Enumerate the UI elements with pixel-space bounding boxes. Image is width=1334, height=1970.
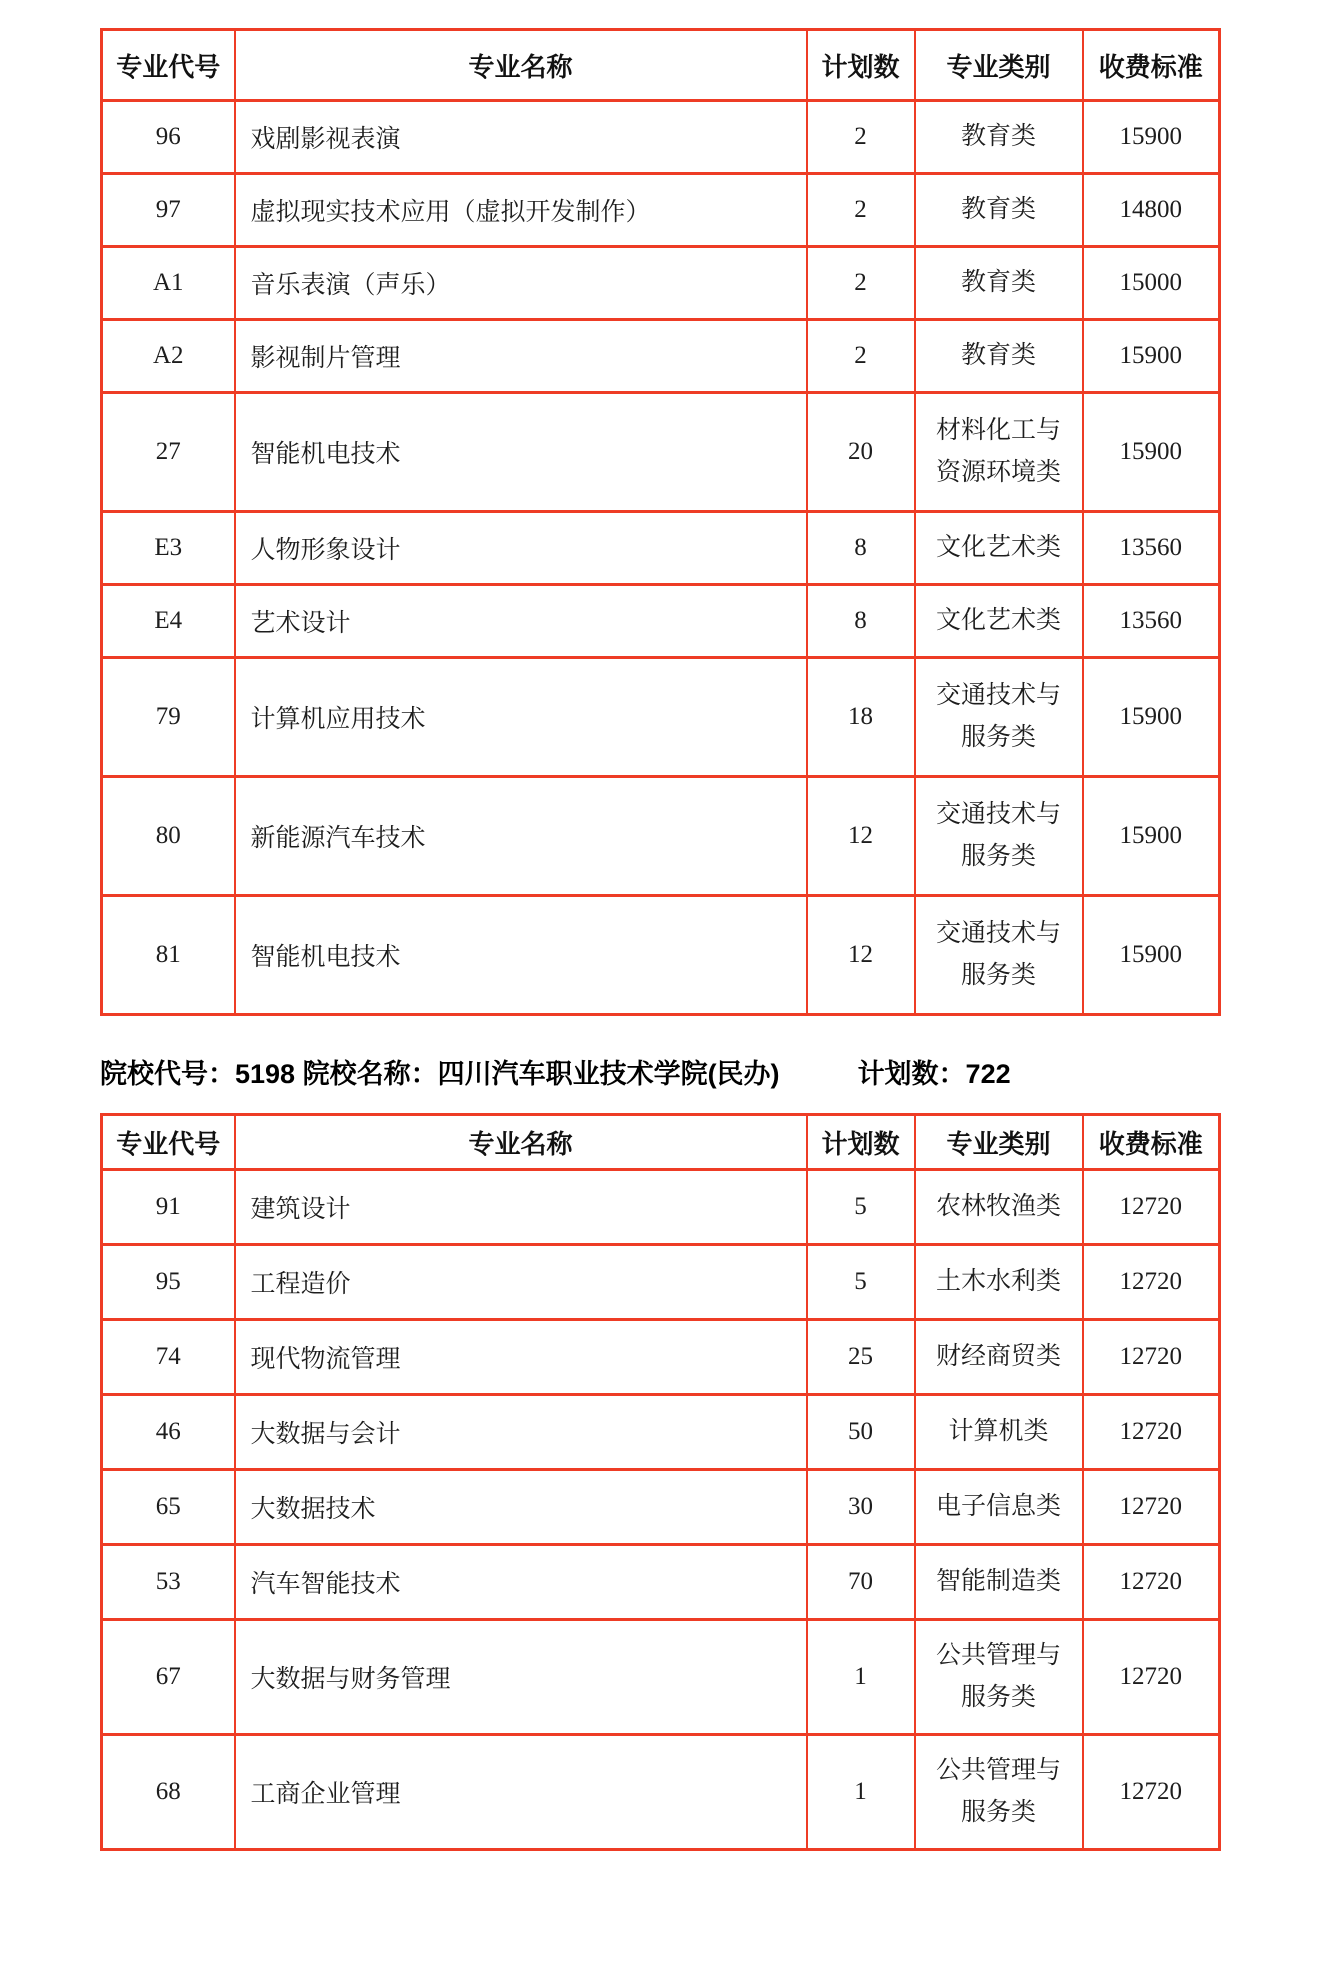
school-section-title bbox=[100, 1052, 1334, 1091]
table-row bbox=[102, 512, 1220, 585]
major-category-cell bbox=[915, 1545, 1083, 1620]
table-row bbox=[102, 1545, 1220, 1620]
major-category-cell bbox=[915, 101, 1083, 174]
plan-count-cell: 70 bbox=[807, 1545, 915, 1620]
fee-standard-cell: 12720 bbox=[1083, 1470, 1220, 1545]
fee-standard-cell: 12720 bbox=[1083, 1170, 1220, 1245]
major-category-cell bbox=[915, 777, 1083, 896]
major-name-cell: 汽车智能技术 bbox=[235, 1545, 807, 1620]
category-line: 教育类 bbox=[960, 341, 1036, 369]
major-name-cell: 戏剧影视表演 bbox=[235, 101, 807, 174]
plan-count-cell: 2 bbox=[807, 320, 915, 393]
category-line: 交通技术与 bbox=[935, 681, 1061, 709]
table-row bbox=[102, 658, 1220, 777]
category-line: 财经商贸类 bbox=[935, 1342, 1061, 1370]
table-row bbox=[102, 1320, 1220, 1395]
table-row bbox=[102, 1170, 1220, 1245]
major-code-cell: 95 bbox=[102, 1245, 235, 1320]
header-major-category: 专业类别 bbox=[915, 30, 1083, 101]
major-code-cell: 97 bbox=[102, 174, 235, 247]
major-name-cell: 新能源汽车技术 bbox=[235, 777, 807, 896]
table-row bbox=[102, 585, 1220, 658]
major-category-cell bbox=[915, 1170, 1083, 1245]
major-category-cell bbox=[915, 1620, 1083, 1735]
fee-standard-cell: 15900 bbox=[1083, 896, 1220, 1015]
fee-standard-cell: 14800 bbox=[1083, 174, 1220, 247]
fee-standard-cell: 15900 bbox=[1083, 658, 1220, 777]
table-row bbox=[102, 1735, 1220, 1850]
category-line: 公共管理与 bbox=[935, 1641, 1061, 1669]
fee-standard-cell: 15900 bbox=[1083, 393, 1220, 512]
major-code-cell: 27 bbox=[102, 393, 235, 512]
plan-count-cell: 5 bbox=[807, 1245, 915, 1320]
major-code-cell: 53 bbox=[102, 1545, 235, 1620]
table-row bbox=[102, 896, 1220, 1015]
plan-table-2 bbox=[100, 1113, 1221, 1851]
major-name-cell: 人物形象设计 bbox=[235, 512, 807, 585]
header-fee-standard: 收费标准 bbox=[1083, 30, 1220, 101]
category-line: 电子信息类 bbox=[935, 1492, 1061, 1520]
fee-standard-cell: 15900 bbox=[1083, 101, 1220, 174]
header-fee-standard: 收费标准 bbox=[1083, 1115, 1220, 1170]
major-category-cell bbox=[915, 1245, 1083, 1320]
major-code-cell: 65 bbox=[102, 1470, 235, 1545]
category-line: 服务类 bbox=[960, 724, 1036, 751]
major-category-cell bbox=[915, 585, 1083, 658]
category-line: 服务类 bbox=[960, 843, 1036, 870]
header-plan-count: 计划数 bbox=[807, 1115, 915, 1170]
major-category-cell bbox=[915, 393, 1083, 512]
category-line: 公共管理与 bbox=[935, 1756, 1061, 1784]
category-line: 计算机类 bbox=[948, 1417, 1049, 1445]
category-line: 资源环境类 bbox=[935, 459, 1061, 486]
major-code-cell: 46 bbox=[102, 1395, 235, 1470]
plan-count-cell: 2 bbox=[807, 174, 915, 247]
major-name-cell: 智能机电技术 bbox=[235, 393, 807, 512]
category-line: 服务类 bbox=[960, 1684, 1036, 1711]
fee-standard-cell: 13560 bbox=[1083, 585, 1220, 658]
category-line: 材料化工与 bbox=[935, 416, 1061, 444]
table-header-row bbox=[102, 1115, 1220, 1170]
major-name-cell: 虚拟现实技术应用（虚拟开发制作） bbox=[235, 174, 807, 247]
fee-standard-cell: 15000 bbox=[1083, 247, 1220, 320]
major-name-cell: 大数据与财务管理 bbox=[235, 1620, 807, 1735]
table-row bbox=[102, 1395, 1220, 1470]
major-name-cell: 工程造价 bbox=[235, 1245, 807, 1320]
major-category-cell bbox=[915, 320, 1083, 393]
category-line: 交通技术与 bbox=[935, 800, 1061, 828]
major-code-cell: 81 bbox=[102, 896, 235, 1015]
major-name-cell: 智能机电技术 bbox=[235, 896, 807, 1015]
major-code-cell: E4 bbox=[102, 585, 235, 658]
major-code-cell: 96 bbox=[102, 101, 235, 174]
major-name-cell: 建筑设计 bbox=[235, 1170, 807, 1245]
major-code-cell: E3 bbox=[102, 512, 235, 585]
fee-standard-cell: 12720 bbox=[1083, 1620, 1220, 1735]
table-row bbox=[102, 320, 1220, 393]
major-category-cell bbox=[915, 512, 1083, 585]
plan-count-cell: 8 bbox=[807, 512, 915, 585]
major-category-cell bbox=[915, 896, 1083, 1015]
plan-count-cell: 30 bbox=[807, 1470, 915, 1545]
major-code-cell: 74 bbox=[102, 1320, 235, 1395]
major-code-cell: 68 bbox=[102, 1735, 235, 1850]
major-category-cell bbox=[915, 1470, 1083, 1545]
table-row bbox=[102, 1470, 1220, 1545]
major-code-cell: A1 bbox=[102, 247, 235, 320]
table-row bbox=[102, 1620, 1220, 1735]
fee-standard-cell: 15900 bbox=[1083, 320, 1220, 393]
plan-count-cell: 1 bbox=[807, 1735, 915, 1850]
table-header-row bbox=[102, 30, 1220, 101]
category-line: 文化艺术类 bbox=[935, 606, 1061, 634]
header-major-code: 专业代号 bbox=[102, 1115, 235, 1170]
table-row bbox=[102, 1245, 1220, 1320]
major-name-cell: 影视制片管理 bbox=[235, 320, 807, 393]
fee-standard-cell: 12720 bbox=[1083, 1245, 1220, 1320]
plan-count-cell: 12 bbox=[807, 896, 915, 1015]
header-major-name: 专业名称 bbox=[235, 1115, 807, 1170]
category-line: 土木水利类 bbox=[935, 1267, 1061, 1295]
fee-standard-cell: 13560 bbox=[1083, 512, 1220, 585]
major-code-cell: A2 bbox=[102, 320, 235, 393]
category-line: 文化艺术类 bbox=[935, 533, 1061, 561]
category-line: 教育类 bbox=[960, 268, 1036, 296]
major-name-cell: 大数据与会计 bbox=[235, 1395, 807, 1470]
plan-count-cell: 5 bbox=[807, 1170, 915, 1245]
category-line: 服务类 bbox=[960, 1799, 1036, 1826]
plan-count-cell: 50 bbox=[807, 1395, 915, 1470]
major-name-cell: 艺术设计 bbox=[235, 585, 807, 658]
category-line: 教育类 bbox=[960, 195, 1036, 223]
header-plan-count: 计划数 bbox=[807, 30, 915, 101]
table-row bbox=[102, 777, 1220, 896]
plan-count-cell: 25 bbox=[807, 1320, 915, 1395]
major-name-cell: 音乐表演（声乐） bbox=[235, 247, 807, 320]
major-name-cell: 现代物流管理 bbox=[235, 1320, 807, 1395]
major-category-cell bbox=[915, 174, 1083, 247]
table-row bbox=[102, 174, 1220, 247]
plan-count-cell: 20 bbox=[807, 393, 915, 512]
table-row bbox=[102, 393, 1220, 512]
header-major-category: 专业类别 bbox=[915, 1115, 1083, 1170]
plan-count-cell: 1 bbox=[807, 1620, 915, 1735]
major-category-cell bbox=[915, 247, 1083, 320]
major-code-cell: 67 bbox=[102, 1620, 235, 1735]
category-line: 服务类 bbox=[960, 962, 1036, 989]
major-code-cell: 79 bbox=[102, 658, 235, 777]
major-category-cell bbox=[915, 658, 1083, 777]
major-code-cell: 80 bbox=[102, 777, 235, 896]
major-name-cell: 计算机应用技术 bbox=[235, 658, 807, 777]
category-line: 农林牧渔类 bbox=[935, 1192, 1061, 1220]
major-category-cell bbox=[915, 1395, 1083, 1470]
plan-count-cell: 2 bbox=[807, 101, 915, 174]
major-name-cell: 工商企业管理 bbox=[235, 1735, 807, 1850]
plan-count-cell: 12 bbox=[807, 777, 915, 896]
plan-count-cell: 8 bbox=[807, 585, 915, 658]
major-category-cell bbox=[915, 1320, 1083, 1395]
school-plan-total: 计划数：722 bbox=[857, 1059, 1011, 1089]
plan-count-cell: 18 bbox=[807, 658, 915, 777]
plan-table-1 bbox=[100, 28, 1221, 1016]
fee-standard-cell: 12720 bbox=[1083, 1320, 1220, 1395]
fee-standard-cell: 15900 bbox=[1083, 777, 1220, 896]
category-line: 教育类 bbox=[960, 122, 1036, 150]
category-line: 智能制造类 bbox=[935, 1567, 1061, 1595]
fee-standard-cell: 12720 bbox=[1083, 1395, 1220, 1470]
header-major-name: 专业名称 bbox=[235, 30, 807, 101]
table-row bbox=[102, 101, 1220, 174]
header-major-code: 专业代号 bbox=[102, 30, 235, 101]
category-line: 交通技术与 bbox=[935, 919, 1061, 947]
major-name-cell: 大数据技术 bbox=[235, 1470, 807, 1545]
major-category-cell bbox=[915, 1735, 1083, 1850]
school-info-text: 院校代号：5198 院校名称：四川汽车职业技术学院(民办) bbox=[100, 1059, 780, 1089]
plan-count-cell: 2 bbox=[807, 247, 915, 320]
major-code-cell: 91 bbox=[102, 1170, 235, 1245]
table-row bbox=[102, 247, 1220, 320]
fee-standard-cell: 12720 bbox=[1083, 1735, 1220, 1850]
fee-standard-cell: 12720 bbox=[1083, 1545, 1220, 1620]
